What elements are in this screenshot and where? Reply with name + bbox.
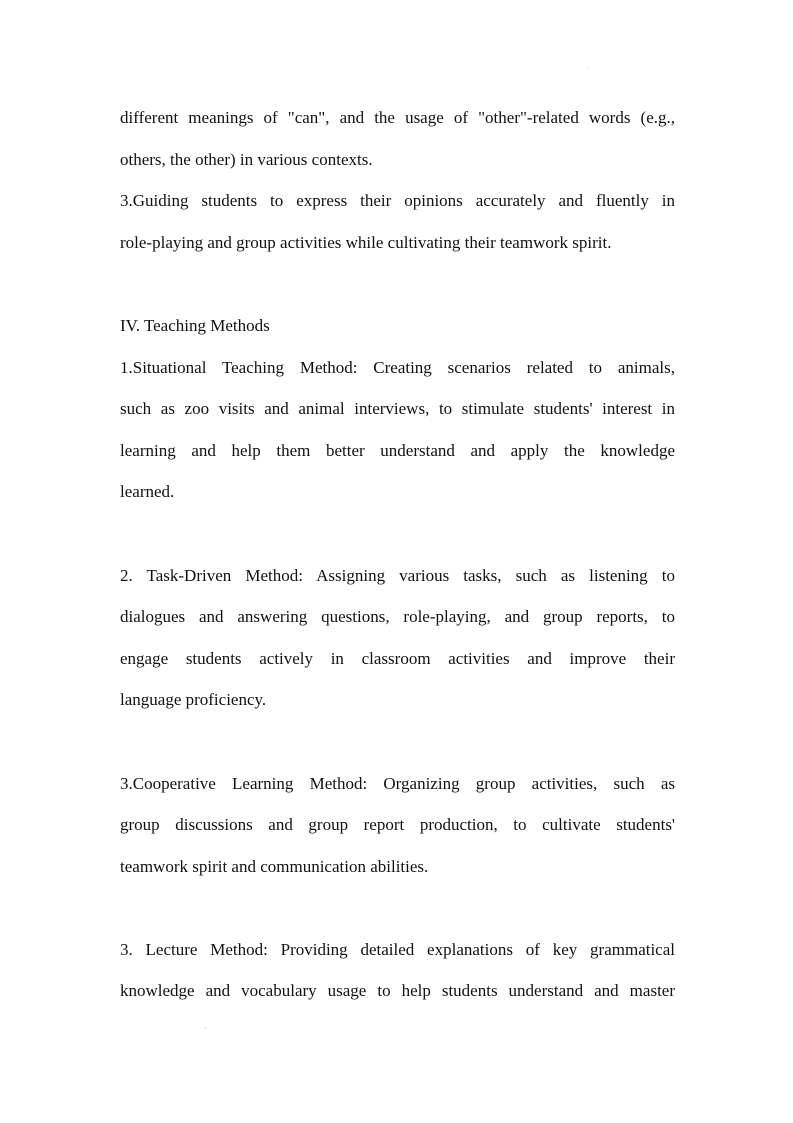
text-line: learned.	[120, 482, 175, 502]
list-item-line: 3. Lecture Method: Providing detailed explanations of key grammatical	[120, 939, 675, 959]
page-speck	[588, 68, 589, 69]
section-heading: IV. Teaching Methods	[120, 315, 270, 335]
text-line: role-playing and group activities while cultivating their teamwork spirit.	[120, 232, 612, 252]
body-text	[120, 97, 675, 1012]
blank-line	[120, 263, 675, 305]
list-item-line: 3.Cooperative Learning Method: Organizing group activities, such as	[120, 773, 675, 793]
text-line: learning and help them better understand and apply the knowledge	[120, 440, 675, 460]
text-line: dialogues and answering questions, role-playing, and group reports, to	[120, 607, 675, 627]
blank-line	[120, 887, 675, 929]
list-item-line: 2. Task-Driven Method: Assigning various tasks, such as listening to	[120, 565, 675, 585]
text-line: teamwork spirit and communication abilities.	[120, 856, 429, 876]
list-item-line: 1.Situational Teaching Method: Creating scenarios related to animals,	[120, 357, 675, 377]
list-item-line: 3.Guiding students to express their opinions accurately and fluently in	[120, 191, 675, 211]
text-line: group discussions and group report production, to cultivate students'	[120, 815, 675, 835]
text-line: knowledge and vocabulary usage to help students understand and master	[120, 981, 675, 1001]
text-line: different meanings of "can", and the usage of "other"-related words (e.g.,	[120, 108, 675, 127]
text-line: language proficiency.	[120, 690, 267, 710]
text-line: engage students actively in classroom activities and improve their	[120, 648, 675, 668]
text-line: such as zoo visits and animal interviews, to stimulate students' interest in	[120, 399, 675, 419]
blank-line	[120, 513, 675, 555]
text-line: others, the other) in various contexts.	[120, 149, 373, 169]
page-speck	[205, 1027, 206, 1028]
blank-line	[120, 721, 675, 763]
